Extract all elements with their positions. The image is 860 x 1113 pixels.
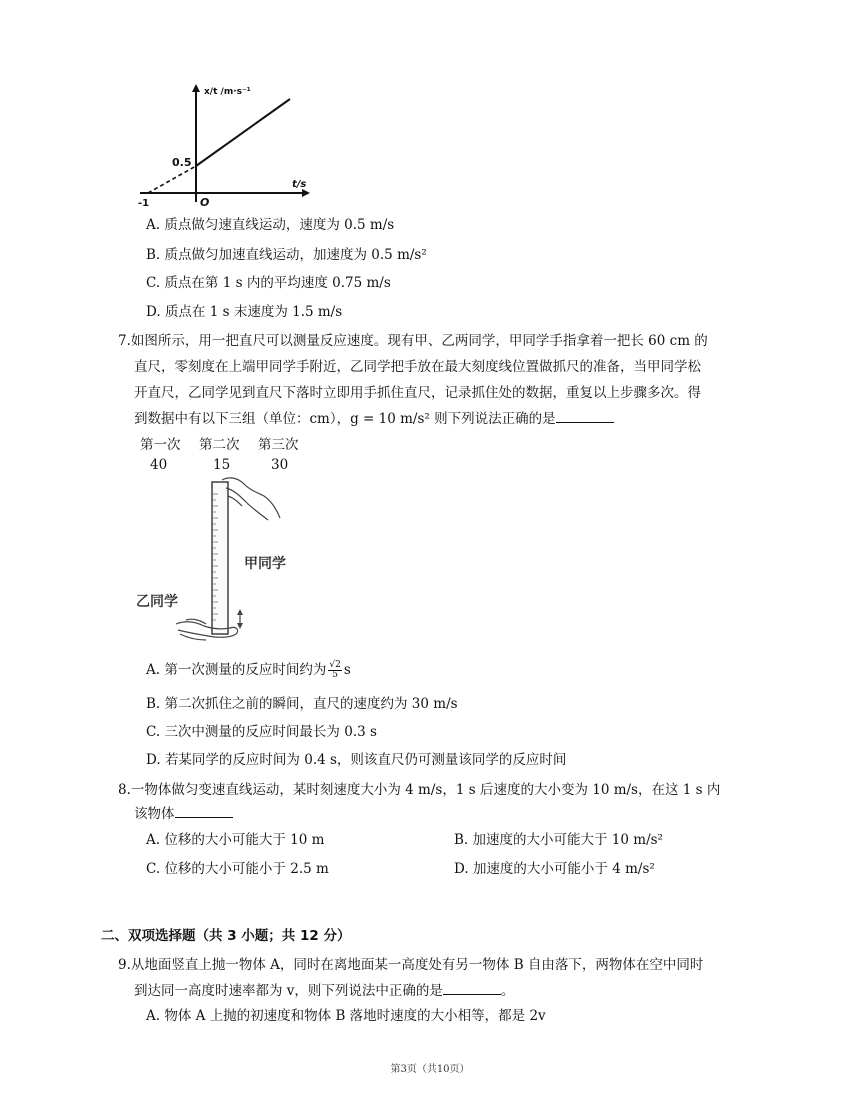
q6-option-a <box>146 215 394 235</box>
stem-text: 开直尺，乙同学见到直尺下落时立即用手抓住直尺，记录抓住处的数据，重复以上步骤多次。得 <box>134 385 701 401</box>
q8-option-b <box>454 830 663 850</box>
option-text: 加速度的大小可能小于 4 m/s² <box>472 861 655 877</box>
trial-label-2: 第二次 <box>199 437 240 453</box>
option-letter: A. <box>146 1008 161 1024</box>
q7-stem-line-4 <box>134 409 614 429</box>
stem-text: 从地面竖直上抛一物体 A，同时在离地面某一高度处有另一物体 B 自由落下，两物体在空中同时 <box>130 957 704 973</box>
answer-blank <box>556 410 614 423</box>
fraction-numerator: √2 <box>329 660 341 670</box>
q6-option-c <box>146 273 391 293</box>
stem-text: 该物体 <box>134 806 175 822</box>
option-letter: C. <box>146 861 161 877</box>
y-axis-label: x/t /m·s⁻¹ <box>204 87 251 97</box>
q9-stem-line-2 <box>134 981 514 1001</box>
stem-text: 直尺，零刻度在上端甲同学手附近，乙同学把手放在最大刻度线位置做抓尺的准备，当甲同学松 <box>134 359 701 375</box>
option-text: 质点做匀速直线运动，速度为 0.5 m/s <box>164 217 395 233</box>
trial-label-3: 第三次 <box>258 437 299 453</box>
option-unit: s <box>343 662 351 678</box>
option-text: 位移的大小可能小于 2.5 m <box>164 861 329 877</box>
q7-stem-line-3 <box>134 383 701 403</box>
label-yi: 乙同学 <box>136 594 178 610</box>
question-number: 7. <box>118 333 131 349</box>
origin-label: O <box>200 196 210 209</box>
option-letter: C. <box>146 275 161 291</box>
option-text: 若某同学的反应时间为 0.4 s，则该直尺仍可测量该同学的反应时间 <box>164 752 567 768</box>
q7-option-c <box>146 722 377 742</box>
q8-stem-line-1 <box>118 780 720 800</box>
q8-option-c <box>146 859 329 879</box>
ruler <box>212 482 228 634</box>
q7-option-a <box>146 660 351 680</box>
q8-stem-line-2 <box>134 804 233 824</box>
stem-text-end: 。 <box>500 983 515 999</box>
option-text: 位移的大小可能大于 10 m <box>164 832 325 848</box>
option-letter: D. <box>454 861 469 877</box>
trial-label-1: 第一次 <box>140 437 181 453</box>
q6-option-b <box>146 245 427 265</box>
trial-value-3: 30 <box>271 457 289 473</box>
stem-text: 到达同一高度时速率都为 v，则下列说法中正确的是 <box>134 983 443 999</box>
q7-option-b <box>146 694 458 714</box>
intercept-label: 0.5 <box>172 156 192 169</box>
x-axis-label: t/s <box>292 179 307 190</box>
section-heading: 二、双项选择题（共 3 小题；共 12 分） <box>101 928 351 944</box>
option-text: 质点做匀加速直线运动，加速度为 0.5 m/s² <box>164 247 427 263</box>
option-letter: B. <box>146 247 161 263</box>
option-text: 第一次测量的反应时间约为 <box>164 662 327 678</box>
option-text: 质点在第 1 s 内的平均速度 0.75 m/s <box>164 275 391 291</box>
q7-stem-line-2 <box>134 357 701 377</box>
answer-blank <box>443 982 501 995</box>
option-letter: A. <box>146 662 161 678</box>
fraction <box>328 661 341 680</box>
option-text: 三次中测量的反应时间最长为 0.3 s <box>164 724 377 740</box>
data-line <box>196 99 290 166</box>
option-text: 第二次抓住之前的瞬间，直尺的速度约为 30 m/s <box>164 696 458 712</box>
option-letter: A. <box>146 217 161 233</box>
option-letter: D. <box>146 304 161 320</box>
ruler-figure <box>130 474 310 644</box>
q9-option-a <box>146 1006 546 1026</box>
page-footer: 第3页（共10页） <box>390 1064 470 1075</box>
answer-blank <box>175 805 233 818</box>
dashed-extension <box>148 166 196 193</box>
q6-option-d <box>146 302 342 322</box>
trial-value-2: 15 <box>213 457 231 473</box>
label-jia: 甲同学 <box>244 556 286 572</box>
q8-option-d <box>454 859 655 879</box>
stem-text: 到数据中有以下三组（单位：cm），g = 10 m/s² 则下列说法正确的是 <box>134 411 556 427</box>
gap-arrow-up-icon <box>237 609 243 615</box>
stem-text: 一物体做匀变速直线运动，某时刻速度大小为 4 m/s，1 s 后速度的大小变为 10 m/s，在这 1 s 内 <box>130 782 721 798</box>
option-letter: B. <box>146 696 161 712</box>
q8-option-a <box>146 830 324 850</box>
question-number: 8. <box>118 782 131 798</box>
option-letter: C. <box>146 724 161 740</box>
q9-stem-line-1 <box>118 955 703 975</box>
q7-stem-line-1 <box>118 331 708 351</box>
stem-text: 如图所示，用一把直尺可以测量反应速度。现有甲、乙两同学，甲同学手指拿着一把长 60 cm 的 <box>130 333 708 349</box>
option-letter: B. <box>454 832 469 848</box>
question-number: 9. <box>118 957 131 973</box>
option-text: 质点在 1 s 末速度为 1.5 m/s <box>164 304 343 320</box>
trial-value-1: 40 <box>150 457 168 473</box>
option-text: 加速度的大小可能大于 10 m/s² <box>472 832 663 848</box>
option-letter: A. <box>146 832 161 848</box>
option-letter: D. <box>146 752 161 768</box>
x-axis-arrow-icon <box>302 189 310 197</box>
fraction-denominator: 5 <box>332 670 338 680</box>
x-intercept-label: -1 <box>138 198 150 209</box>
gap-arrow-down-icon <box>237 623 243 629</box>
y-axis-arrow-icon <box>192 84 200 92</box>
q6-graph <box>132 80 312 210</box>
q7-option-d <box>146 750 566 770</box>
option-text: 物体 A 上抛的初速度和物体 B 落地时速度的大小相等，都是 2v <box>164 1008 546 1024</box>
top-hand-icon <box>222 478 280 520</box>
